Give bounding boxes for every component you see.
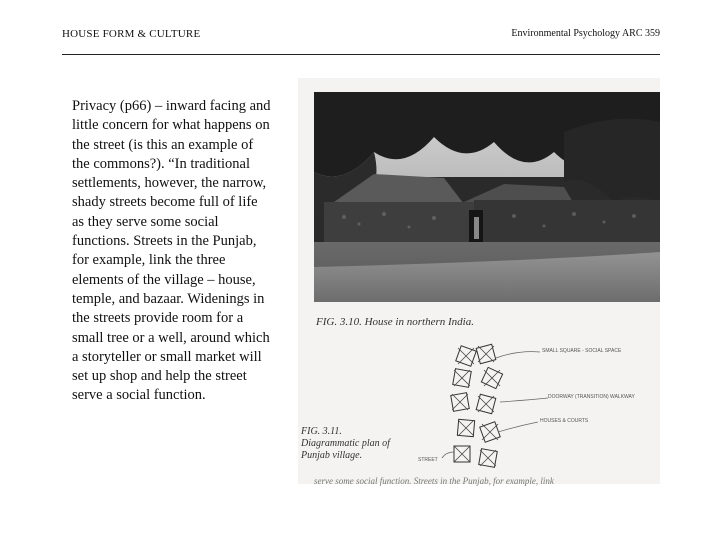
document-header-left: HOUSE FORM & CULTURE bbox=[62, 28, 201, 40]
fig-3-11-title: FIG. 3.11. bbox=[301, 426, 342, 437]
label-street: STREET bbox=[418, 457, 438, 463]
label-houses: HOUSES & COURTS bbox=[540, 418, 589, 424]
scanned-book-page bbox=[298, 78, 660, 484]
cropped-page-text: serve some social function. Streets in the Punjab, for example, link bbox=[314, 476, 554, 486]
label-small-square: SMALL SQUARE - SOCIAL SPACE bbox=[542, 348, 622, 354]
fig-3-11-line2: Diagrammatic plan of bbox=[301, 438, 390, 449]
fig-3-11-line3: Punjab village. bbox=[301, 450, 363, 461]
label-doorway: DOORWAY (TRANSITION) WALKWAY bbox=[548, 394, 635, 400]
header-divider bbox=[62, 54, 660, 55]
body-paragraph: Privacy (p66) – inward facing and little concern for what happens on the street (is this an example of the commons?). “In traditional settlements, however, the narrow, shady streets become full of life as they serve some social functions. Streets in the Punjab, for example, link the three elements of the village – house, temple, and bazaar. Widenings in the streets provide room for a small tree or a well, around which a storyteller or small market will set up shop and help the street serve a social function. bbox=[72, 98, 271, 404]
fig-3-10-caption: FIG. 3.10. House in northern India. bbox=[316, 316, 474, 328]
document-header-right: Environmental Psychology ARC 359 bbox=[511, 28, 660, 39]
house-photo bbox=[314, 92, 660, 302]
